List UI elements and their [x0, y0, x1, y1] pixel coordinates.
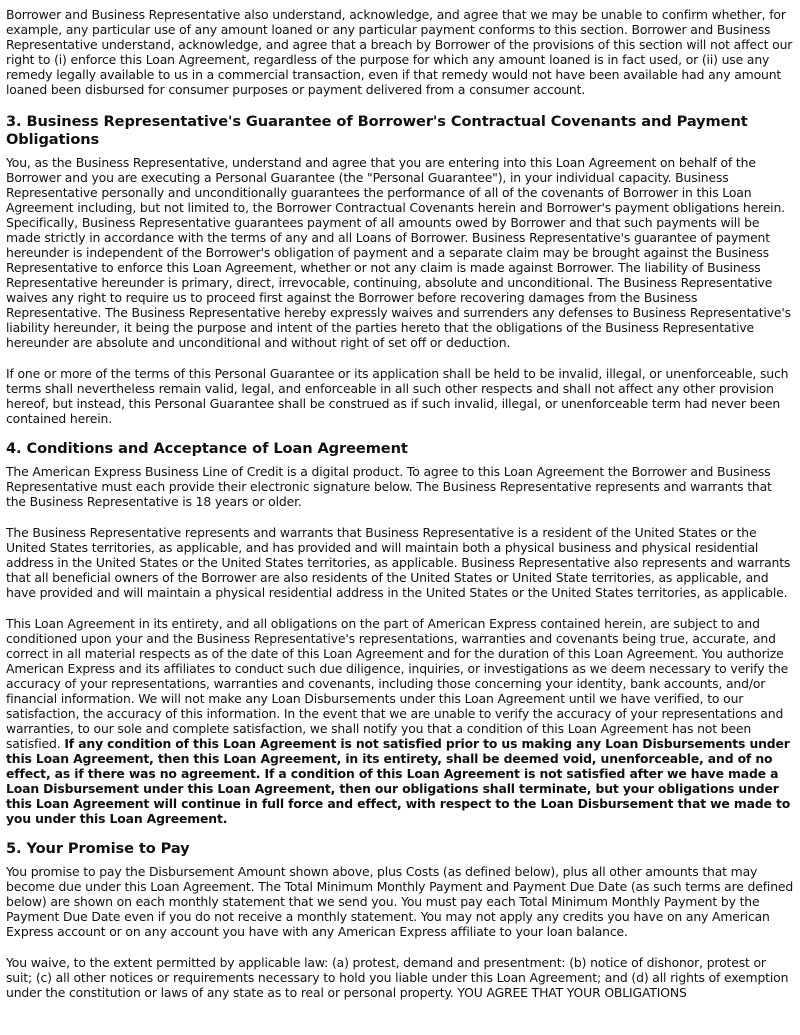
section-3-guarantee	[6, 113, 794, 426]
plain-text: This Loan Agreement in its entirety, and all obligations on the part of American Express contained herein, are subject to and conditioned upon your and the Business Representative's representations, warranties and covenants being true, accurate, and correct in all material respects as of the date of this Loan Agreement and for the duration of this Loan Agreement. You authorize American Express and its affiliates to conduct such due diligence, inquiries, or investigations as we deem necessary to verify the accuracy of your representations, warranties and covenants, including those concerning your identity, bank accounts, and/or financial information. We will not make any Loan Disbursements under this Loan Agreement until we have verified, to our satisfaction, the accuracy of this information. In the event that we are unable to verify the accuracy of your representations and warranties, to our sole and complete satisfaction, we shall notify you that a condition of this Loan Agreement has not been satisfied.	[6, 616, 789, 751]
section-paragraph-with-bold	[6, 616, 794, 826]
section-paragraph: The American Express Business Line of Credit is a digital product. To agree to this Loan Agreement the Borrower and Business Representative must each provide their electronic signature below. The Business Representative represents and warrants that the Business Representative is 18 years or older.	[6, 464, 772, 509]
intro-paragraph: Borrower and Business Representative also understand, acknowledge, and agree that we may be unable to confirm whether, for example, any particular use of any amount loaned or any particular payment conforms to this section. Borrower and Business Representative understand, acknowledge, and agree that a breach by Borrower of the provisions of this section will not affect our right to (i) enforce this Loan Agreement, regardless of the purpose for which any amount loaned is in fact used, or (ii) use any remedy legally available to us in a commercial transaction, even if that remedy would not have been available had any amount loaned been disbursed for consumer purposes or payment delivered from a consumer account.	[6, 7, 793, 97]
section-4-conditions	[6, 440, 794, 826]
section-paragraph: The Business Representative represents and warrants that Business Representative is a resident of the United States or the United States territories, as applicable, and has provided and will maintain both a physical business and physical residential address in the United States or the United States territories, as applicable. Business Representative also represents and warrants that all beneficial owners of the Borrower are also residents of the United States or United State territories, as applicable, and have provided and will maintain a physical residential address in the United States or the United States territories, as applicable.	[6, 525, 791, 600]
section-heading: 3. Business Representative's Guarantee of Borrower's Contractual Covenants and Payment Obligations	[6, 113, 748, 148]
section-paragraph: You promise to pay the Disbursement Amount shown above, plus Costs (as defined below), plus all other amounts that may become due under this Loan Agreement. The Total Minimum Monthly Payment and Payment Due Date (as such terms are defined below) are shown on each monthly statement that we send you. You must pay each Total Minimum Monthly Payment by the Payment Due Date even if you do not receive a monthly statement. You may not apply any credits you have on any American Express account or on any account you have with any American Express affiliate to your loan balance.	[6, 864, 794, 939]
section-heading: 5. Your Promise to Pay	[6, 840, 190, 857]
section-paragraph: If one or more of the terms of this Personal Guarantee or its application shall be held to be invalid, illegal, or unenforceable, such terms shall nevertheless remain valid, legal, and enforceable in all such other respects and shall not affect any other provision hereof, but instead, this Personal Guarantee shall be construed as if such invalid, illegal, or unenforceable term had never been contained herein.	[6, 366, 789, 426]
section-paragraph: You waive, to the extent permitted by applicable law: (a) protest, demand and presentment: (b) notice of dishonor, protest or suit; (c) all other notices or requirements necessary to hold you liable under this Loan Agreement; and (d) all rights of exemption under the constitution or laws of any state as to real or personal property. YOU AGREE THAT YOUR OBLIGATIONS	[6, 955, 789, 1000]
bold-text: If any condition of this Loan Agreement is not satisfied prior to us making any Loan Disbursements under this Loan Agreement, then this Loan Agreement, in its entirety, shall be deemed void, unenforceable, and of no effect, as if there was no agreement. If a condition of this Loan Agreement is not satisfied after we have made a Loan Disbursement under this Loan Agreement, then our obligations shall terminate, but your obligations under this Loan Agreement will continue in full force and effect, with respect to the Loan Disbursement that we made to you under this Loan Agreement.	[6, 736, 791, 826]
section-5-promise-to-pay	[6, 840, 794, 1000]
section-heading: 4. Conditions and Acceptance of Loan Agreement	[6, 440, 408, 457]
section-paragraph: You, as the Business Representative, understand and agree that you are entering into this Loan Agreement on behalf of the Borrower and you are executing a Personal Guarantee (the "Personal Guarantee"), in your individual capacity. Business Representative personally and unconditionally guarantees the performance of all of the covenants of Borrower in this Loan Agreement including, but not limited to, the Borrower Contractual Covenants herein and Borrower's payment obligations herein. Specifically, Business Representative guarantees payment of all amounts owed by Borrower and that such payments will be made strictly in accordance with the terms of any and all Loans of Borrower. Business Representative's guarantee of payment hereunder is independent of the Borrower's obligation of payment and a separate claim may be brought against the Business Representative to enforce this Loan Agreement, whether or not any claim is made against Borrower. The liability of Business Representative hereunder is primary, direct, irrevocable, continuing, absolute and unconditional. The Business Representative waives any right to require us to proceed first against the Borrower before recovering damages from the Business Representative. The Business Representative hereby expressly waives and surrenders any defenses to Business Representative's liability hereunder, it being the purpose and intent of the parties hereto that the obligations of the Business Representative hereunder are absolute and unconditional and without right of set off or deduction.	[6, 155, 791, 350]
